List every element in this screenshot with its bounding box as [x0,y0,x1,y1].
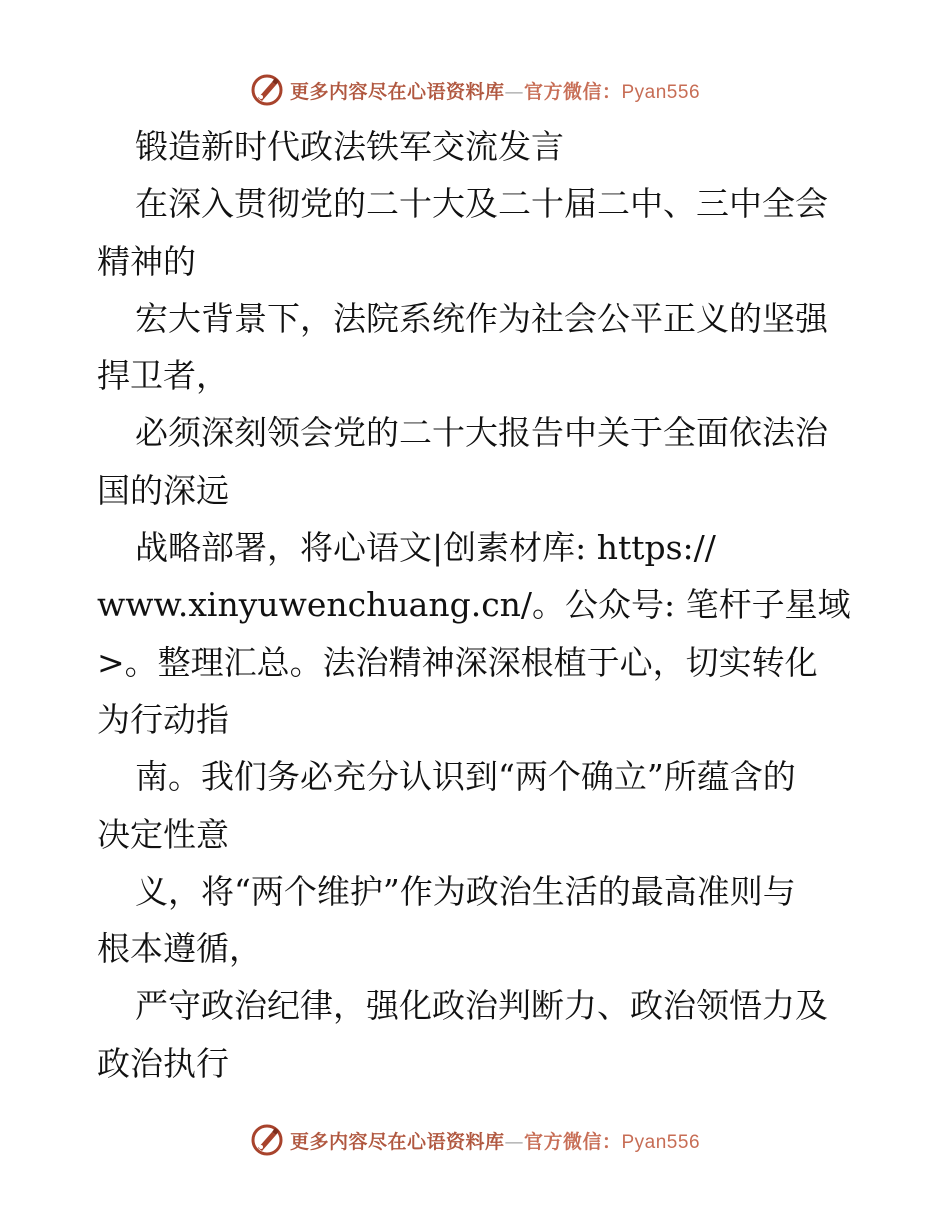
paragraph-line: 南。我们务必充分认识到“两个确立”所蕴含的 [135,757,796,797]
document-title: 锻造新时代政法铁军交流发言 [135,127,564,166]
paragraph-line: 决定性意 [97,814,229,854]
banner-wechat-id: Pyan556 [621,1131,701,1153]
paragraph-line: 国的深远 [97,470,229,510]
banner-dash: — [504,1130,524,1153]
banner-text [290,1127,700,1154]
banner-text [290,77,700,104]
banner-wechat-id: Pyan556 [621,81,701,103]
banner-dash: — [504,80,524,103]
pen-circle-logo-icon [250,73,284,107]
banner-site-text: 更多内容尽在心语资料库 [289,80,505,103]
paragraph-line: 必须深刻领会党的二十大报告中关于全面依法治 [135,413,828,453]
banner-wechat-label: 官方微信： [523,1130,622,1153]
paragraph-line: 精神的 [97,241,196,281]
paragraph-line: 战略部署，将心语文|创素材库: https:// [135,528,716,568]
banner-wechat-label: 官方微信： [523,80,622,103]
footer-banner [0,1120,950,1160]
paragraph-line: 在深入贯彻党的二十大及二十届二中、三中全会 [135,184,828,224]
paragraph-line: www.xinyuwenchuang.cn/。公众号: 笔杆子星域 [97,585,851,625]
paragraph-line: 为行动指 [97,699,229,739]
paragraph-line: 宏大背景下，法院系统作为社会公平正义的坚强 [135,298,828,338]
banner-site-text: 更多内容尽在心语资料库 [289,1130,505,1153]
header-banner [0,70,950,110]
paragraph-line: 义，将“两个维护”作为政治生活的最高准则与 [135,871,796,911]
paragraph-line: 严守政治纪律，强化政治判断力、政治领悟力及 [135,986,828,1026]
pen-circle-logo-icon [250,1123,284,1157]
paragraph-line: 政治执行 [97,1043,229,1083]
paragraph-line: 根本遵循， [97,929,262,969]
paragraph-line: 捍卫者， [97,356,229,396]
paragraph-line: >。整理汇总。法治精神深深根植于心，切实转化 [97,642,818,682]
document-body [97,118,857,1092]
